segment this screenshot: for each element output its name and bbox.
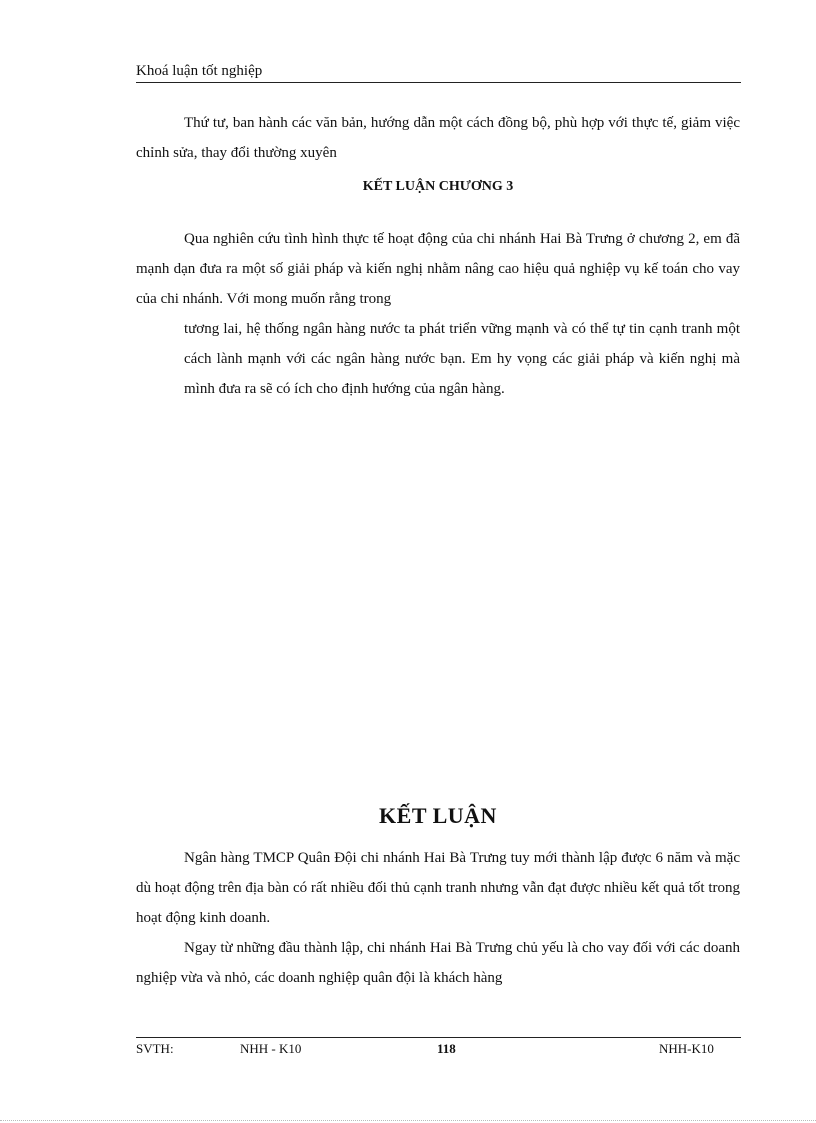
footer-rule <box>136 1037 741 1038</box>
conclusion-heading: KẾT LUẬN <box>379 803 497 828</box>
page-header-title: Khoá luận tốt nghiệp <box>136 63 263 79</box>
chapter3-conclusion-body <box>136 224 740 404</box>
top-paragraph-block <box>136 108 740 168</box>
page-bottom-dotted-line <box>0 1120 816 1121</box>
chapter3-paragraph-1: Qua nghiên cứu tình hình thực tế hoạt động của chi nhánh Hai Bà Trưng ở chương 2, em đã mạnh dạn đưa ra một số giải pháp và kiến nghị nhằm nâng cao hiệu quả nghiệp vụ kế toán cho vay của chi nhánh. Với mong muốn rằng trong <box>136 231 740 307</box>
footer-class-left: NHH - K10 <box>240 1041 302 1056</box>
footer-class-right: NHH-K10 <box>659 1041 714 1056</box>
paragraph-thu-tu: Thứ tư, ban hành các văn bản, hướng dẫn một cách đồng bộ, phù hợp với thực tế, giảm việc chỉnh sửa, thay đổi thường xuyên <box>136 115 740 161</box>
conclusion-paragraph-1: Ngân hàng TMCP Quân Đội chi nhánh Hai Bà Trưng tuy mới thành lập được 6 năm và mặc dù hoạt động trên địa bàn có rất nhiều đối thủ cạnh tranh nhưng vẫn đạt được nhiều kết quả tốt trong hoạt động kinh doanh. <box>136 850 740 926</box>
footer-svth-label: SVTH: <box>136 1041 174 1056</box>
chapter3-conclusion-heading: KẾT LUẬN CHƯƠNG 3 <box>362 179 514 194</box>
chapter3-paragraph-2: tương lai, hệ thống ngân hàng nước ta phát triển vững mạnh và có thể tự tin cạnh tranh một cách lành mạnh với các ngân hàng nước bạn. Em hy vọng các giải pháp và kiến nghị mà mình đưa ra sẽ có ích cho định hướng của ngân hàng. <box>184 321 740 397</box>
header-rule <box>136 82 741 83</box>
conclusion-body <box>136 843 740 993</box>
conclusion-paragraph-2: Ngay từ những đầu thành lập, chi nhánh Hai Bà Trưng chủ yếu là cho vay đối với các doanh nghiệp vừa và nhỏ, các doanh nghiệp quân đội là khách hàng <box>136 940 740 986</box>
footer-page-number: 118 <box>437 1041 456 1056</box>
